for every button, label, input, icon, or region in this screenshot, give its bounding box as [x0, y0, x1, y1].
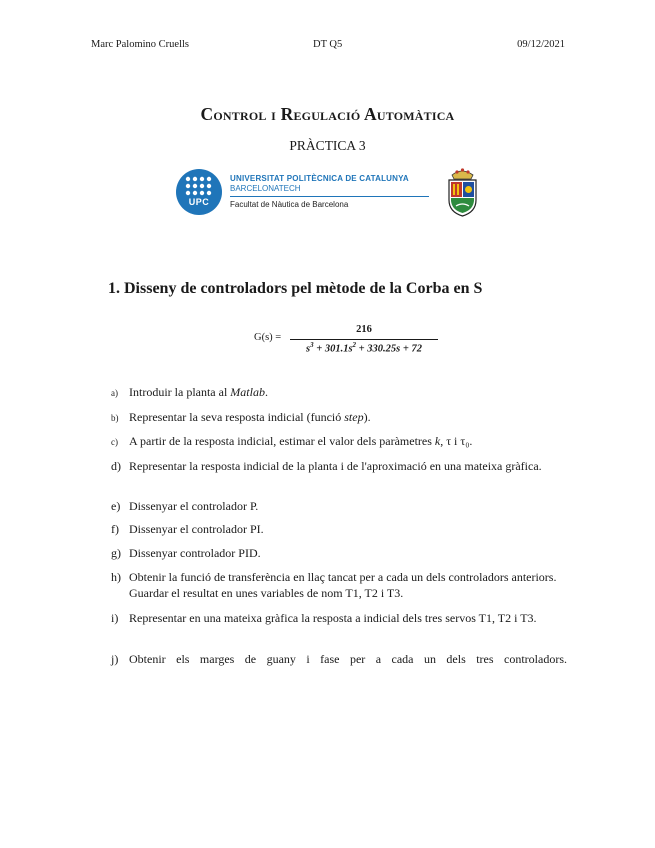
item-text: Obtenir els marges de guany i fase per a cada un dels tres controladors. — [129, 652, 567, 666]
header-date: 09/12/2021 — [517, 39, 565, 50]
fraction-bar — [290, 339, 438, 340]
item-text: Representar la seva resposta indicial (funció step). — [129, 410, 371, 424]
item-text: Dissenyar controlador PID. — [129, 546, 261, 560]
header-course: DT Q5 — [313, 39, 343, 50]
item-text: Introduir la planta al Matlab. — [129, 385, 268, 399]
header-author: Marc Palomino Cruells — [91, 39, 189, 50]
transfer-function-equation — [254, 324, 444, 356]
upc-name-line2: BARCELONATECH — [230, 184, 301, 193]
item-label: g) — [111, 546, 121, 560]
item-text: A partir de la resposta indicial, estimar el valor dels paràmetres k, τ i τ₀. — [129, 434, 473, 448]
item-text: Representar la resposta indicial de la planta i de l'aproximació en una mateixa gràfica. — [129, 459, 542, 473]
page-subtitle: PRÀCTICA 3 — [289, 138, 366, 153]
item-label: a) — [111, 388, 118, 398]
equation-numerator: 216 — [356, 324, 372, 335]
item-text: Dissenyar el controlador P. — [129, 499, 259, 513]
equation-denominator: $s^3 + 301.1s^2 + 330.25s + 72$ — [306, 341, 422, 355]
upc-divider — [230, 196, 429, 197]
faculty-crest-icon — [444, 166, 481, 218]
item-text: Dissenyar el controlador PI. — [129, 522, 264, 536]
item-label: i) — [111, 611, 119, 625]
item-label: d) — [111, 459, 121, 473]
upc-faculty: Facultat de Nàutica de Barcelona — [230, 200, 349, 209]
upc-badge — [176, 169, 222, 215]
item-text: Obtenir la funció de transferència en llaç tancat per a cada un dels controladors anteriors. Guardar el resultat en unes variables de nom T1, T2 i T3. — [129, 570, 557, 600]
section-heading: 1. Disseny de controladors pel mètode de la Corba en S — [108, 280, 483, 297]
item-label: e) — [111, 499, 121, 513]
item-label: b) — [111, 413, 119, 423]
item-text: Representar en una mateixa gràfica la resposta a indicial dels tres servos T1, T2 i T3. — [129, 611, 537, 625]
item-label: c) — [111, 437, 118, 447]
item-label: j) — [111, 652, 119, 666]
equation-lhs: G(s) = — [254, 332, 282, 343]
upc-dots-icon — [185, 176, 213, 196]
upc-logo — [176, 169, 431, 215]
item-label: h) — [111, 570, 121, 584]
upc-badge-text: UPC — [188, 197, 210, 207]
item-label: f) — [111, 522, 119, 536]
page-title: Control i Regulació Automàtica — [200, 104, 455, 124]
upc-name-line1: UNIVERSITAT POLITÈCNICA DE CATALUNYA — [230, 174, 409, 183]
